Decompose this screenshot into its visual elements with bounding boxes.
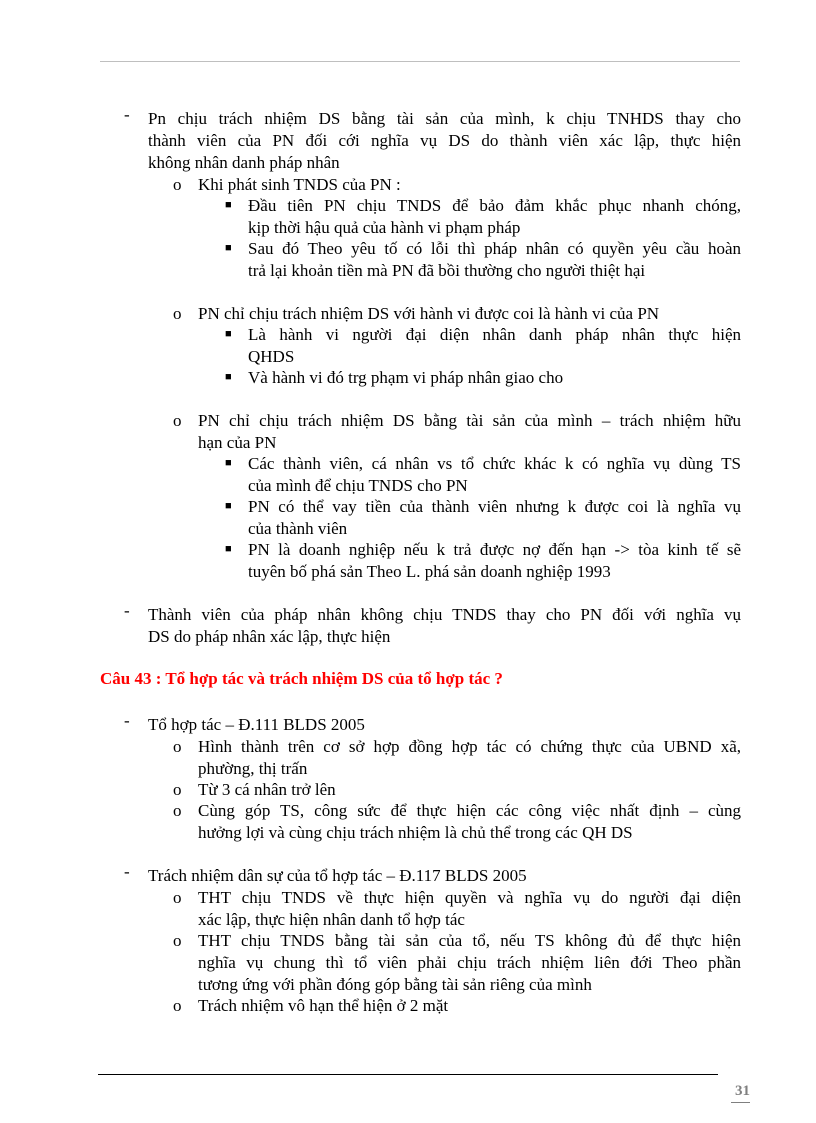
circle-bullet: o [173,304,182,323]
list-item: Từ 3 cá nhân trở lên [198,780,336,799]
list-item: Và hành vi đó trg phạm vi pháp nhân giao cho [248,368,564,387]
dash-bullet: - [124,711,130,730]
list-item: Là hành vi người đại diện nhân danh pháp nhân thực hiện [248,325,741,344]
list-item: Khi phát sinh TNDS của PN : [198,175,401,194]
list-item: Trách nhiệm vô hạn thể hiện ở 2 mặt [198,996,449,1015]
list-item: Hình thành trên cơ sở hợp đồng hợp tác có chứng thực của UBND xã, [198,737,741,756]
list-item: nghĩa vụ chung thì tổ viên phải chịu trách nhiệm liên đới Theo phần [198,953,741,972]
square-bullet: ■ [225,457,232,469]
list-item: tuyên bố phá sản Theo L. phá sản doanh nghiệp 1993 [248,562,611,581]
dash-bullet: - [124,601,130,620]
paragraph-line: thành viên của PN đối cới nghĩa vụ DS do thành viên xác lập, thực hiện [148,131,741,150]
circle-bullet: o [173,888,182,907]
circle-bullet: o [173,801,182,820]
list-item: PN có thể vay tiền của thành viên nhưng k được coi là nghĩa vụ [248,497,741,516]
list-item: hưởng lợi và cùng chịu trách nhiệm là chủ thể trong các QH DS [198,823,633,842]
list-item: của thành viên [248,519,348,538]
list-item: trả lại khoản tiền mà PN đã bồi thường cho người thiệt hại [248,261,646,280]
page-number-underline [731,1102,750,1103]
circle-bullet: o [173,175,182,194]
square-bullet: ■ [225,199,232,211]
list-item: Các thành viên, cá nhân vs tổ chức khác k có nghĩa vụ dùng TS [248,454,741,473]
square-bullet: ■ [225,371,232,383]
list-item: PN là doanh nghiệp nếu k trả được nợ đến hạn -> tòa kinh tế sẽ [248,540,741,559]
list-item: Tổ hợp tác – Đ.111 BLDS 2005 [148,715,365,734]
list-item: tương ứng với phần đóng góp bằng tài sản riêng của mình [198,975,592,994]
list-item: Trách nhiệm dân sự của tổ hợp tác – Đ.117 BLDS 2005 [148,866,527,885]
footer-rule [98,1074,718,1075]
question-heading: Câu 43 : Tổ hợp tác và trách nhiệm DS của tổ hợp tác ? [100,669,503,688]
list-item: Sau đó Theo yêu tố có lỗi thì pháp nhân có quyền yêu cầu hoàn [248,239,741,258]
circle-bullet: o [173,931,182,950]
paragraph-line: Thành viên của pháp nhân không chịu TNDS thay cho PN đối với nghĩa vụ [148,605,741,624]
paragraph-line: DS do pháp nhân xác lập, thực hiện [148,627,391,646]
list-item: xác lập, thực hiện nhân danh tổ hợp tác [198,910,465,929]
list-item: QHDS [248,347,295,366]
circle-bullet: o [173,737,182,756]
list-item: Đầu tiên PN chịu TNDS để bảo đảm khắc phục nhanh chóng, [248,196,741,215]
circle-bullet: o [173,780,182,799]
list-item: hạn của PN [198,433,277,452]
list-item: THT chịu TNDS bằng tài sản của tổ, nếu TS không đủ để thực hiện [198,931,741,950]
list-item: phường, thị trấn [198,759,308,778]
list-item: PN chỉ chịu trách nhiệm DS với hành vi được coi là hành vi của PN [198,304,660,323]
paragraph-line: Pn chịu trách nhiệm DS bằng tài sản của mình, k chịu TNHDS thay cho [148,109,741,128]
dash-bullet: - [124,105,130,124]
paragraph-line: không nhân danh pháp nhân [148,153,340,172]
page-number: 31 [735,1083,750,1099]
list-item: PN chỉ chịu trách nhiệm DS bằng tài sản của mình – trách nhiệm hữu [198,411,741,430]
list-item: của mình để chịu TNDS cho PN [248,476,468,495]
dash-bullet: - [124,862,130,881]
header-rule [100,61,740,62]
circle-bullet: o [173,411,182,430]
square-bullet: ■ [225,328,232,340]
list-item: kịp thời hậu quả của hành vi phạm pháp [248,218,521,237]
square-bullet: ■ [225,543,232,555]
list-item: THT chịu TNDS về thực hiện quyền và nghĩa vụ do người đại diện [198,888,741,907]
square-bullet: ■ [225,242,232,254]
list-item: Cùng góp TS, công sức để thực hiện các công việc nhất định – cùng [198,801,741,820]
square-bullet: ■ [225,500,232,512]
circle-bullet: o [173,996,182,1015]
